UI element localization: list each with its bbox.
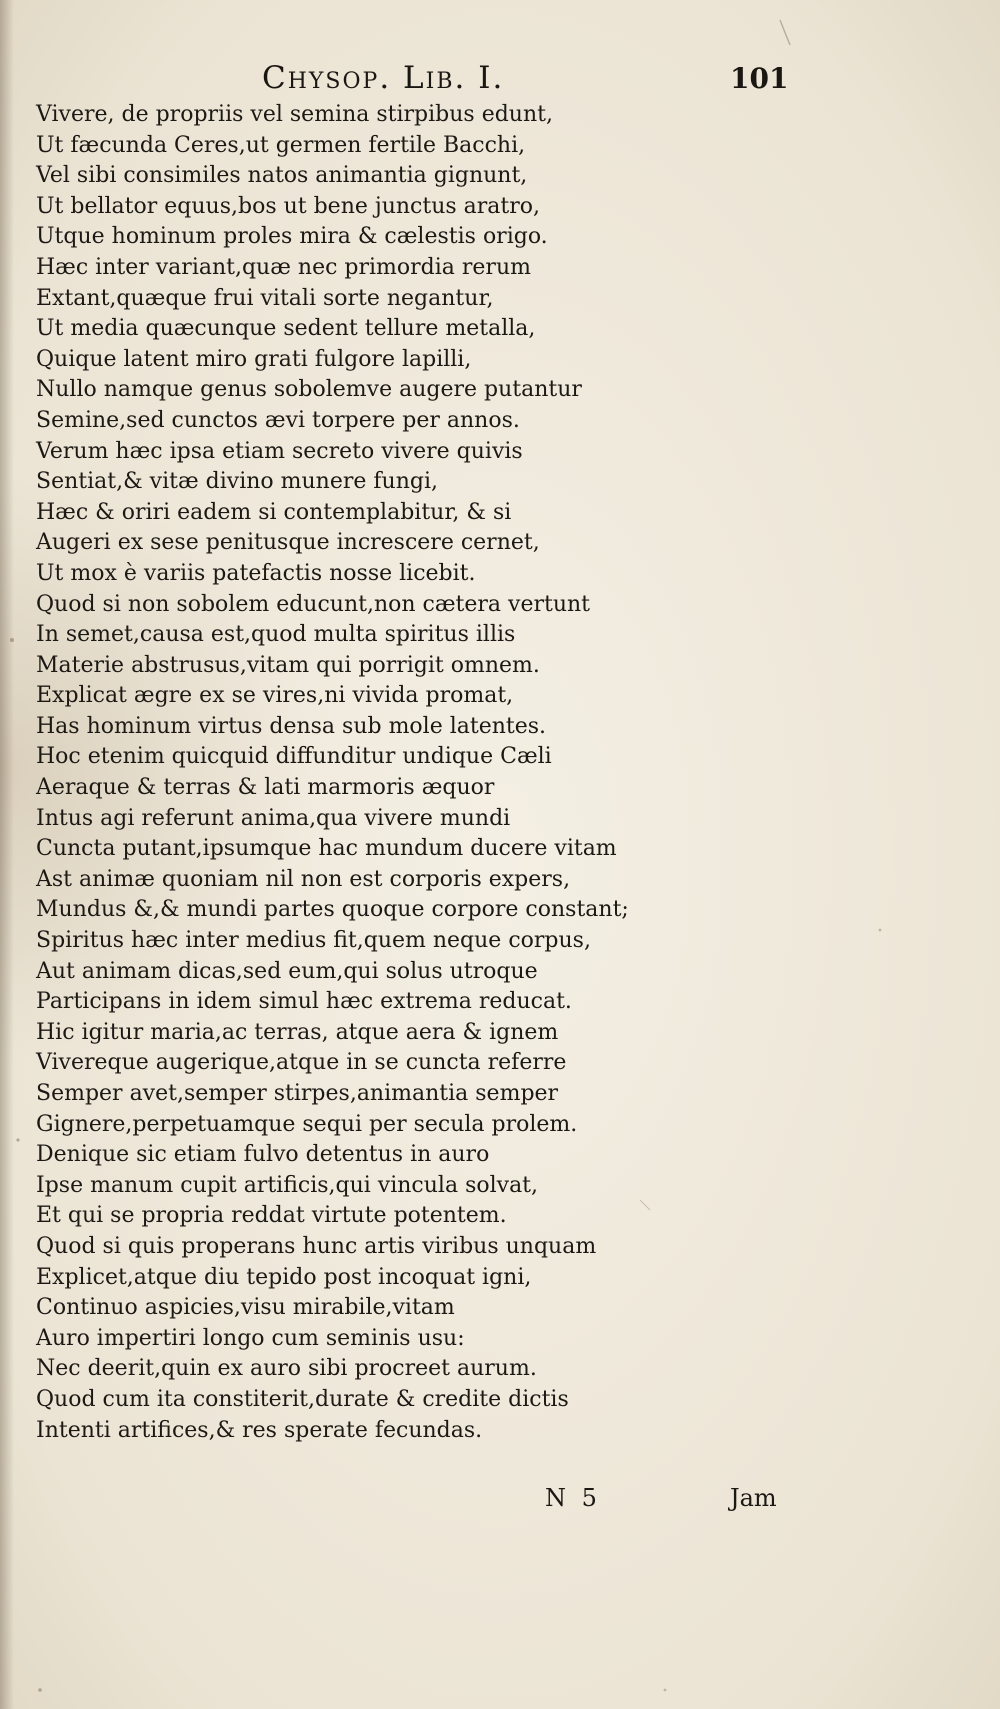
verse-line: Extant,quæque frui vitali sorte negantur,: [36, 285, 494, 311]
verse-line: Vel sibi consimiles natos animantia gignunt,: [36, 163, 528, 189]
verse-line: Intus agi referunt anima,qua vivere mundi: [36, 805, 511, 831]
verse-line: Gignere,perpetuamque sequi per secula prolem.: [36, 1111, 578, 1137]
verse-line: Nullo namque genus sobolemve augere putantur: [36, 377, 582, 403]
verse-line: Quod si non sobolem educunt,non cætera vertunt: [36, 591, 591, 617]
verse-line: Hæc & oriri eadem si contemplabitur, & si: [36, 499, 512, 525]
verse-line: Vivereque augerique,atque in se cuncta referre: [36, 1050, 567, 1076]
verse-line: In semet,causa est,quod multa spiritus illis: [36, 622, 516, 648]
verse-line: Et qui se propria reddat virtute potentem.: [36, 1203, 507, 1229]
verse-line: Materie abstrusus,vitam qui porrigit omnem.: [36, 652, 540, 678]
verse-line: Participans in idem simul hæc extrema reducat.: [36, 989, 572, 1015]
verse-line: Auro impertiri longo cum seminis usu:: [36, 1325, 465, 1351]
verse-line: Ut bellator equus,bos ut bene junctus aratro,: [36, 193, 541, 219]
verse-line: Quod cum ita constiterit,durate & credite dictis: [36, 1386, 569, 1412]
verse-line: Aut animam dicas,sed eum,qui solus utroque: [36, 958, 538, 984]
verse-line: Utque hominum proles mira & cælestis origo.: [36, 224, 548, 250]
folio-number: 101: [730, 62, 789, 95]
verse-list: [36, 100, 686, 1446]
verse-line: Aeraque & terras & lati marmoris æquor: [36, 775, 495, 801]
verse-line: Hoc etenim quicquid diffunditur undique Cæli: [36, 744, 552, 770]
verse-line: Augeri ex sese penitusque increscere cernet,: [36, 530, 540, 556]
verse-line: Ut mox è variis patefactis nosse licebit.: [36, 560, 476, 586]
verse-line: Spiritus hæc inter medius fit,quem neque corpus,: [36, 928, 591, 954]
verse-line: Hic igitur maria,ac terras, atque aera & ignem: [36, 1019, 559, 1045]
verse-line: Has hominum virtus densa sub mole latentes.: [36, 713, 547, 739]
verse-line: Continuo aspicies,visu mirabile,vitam: [36, 1295, 455, 1321]
verse-line: Explicat ægre ex se vires,ni vivida promat,: [36, 683, 514, 709]
verse-line: Ipse manum cupit artificis,qui vincula solvat,: [36, 1172, 539, 1198]
verse-line: Denique sic etiam fulvo detentus in auro: [36, 1142, 490, 1168]
verse-line: Ut media quæcunque sedent tellure metalla,: [36, 316, 536, 342]
verse-line: Quod si quis properans hunc artis viribus unquam: [36, 1233, 597, 1259]
verse-line: Semper avet,semper stirpes,animantia semper: [36, 1081, 559, 1106]
catchword: Jam: [730, 1484, 777, 1512]
verse-line: Ast animæ quoniam nil non est corporis expers,: [36, 866, 571, 892]
verse-line: Verum hæc ipsa etiam secreto vivere quivis: [36, 438, 523, 464]
verse-line: Hæc inter variant,quæ nec primordia rerum: [36, 254, 531, 280]
verse-line: Semine,sed cunctos ævi torpere per annos.: [36, 407, 520, 433]
running-title: Chysop. Lib. I.: [262, 60, 505, 96]
page-header: [0, 60, 1000, 100]
verse-line: Nec deerit,quin ex auro sibi procreet aurum.: [36, 1356, 537, 1382]
verse-line: Sentiat,& vitæ divino munere fungi,: [36, 469, 438, 495]
verse-line: Vivere, de propriis vel semina stirpibus edunt,: [36, 102, 553, 127]
verse-line: Cuncta putant,ipsumque hac mundum ducere vitam: [36, 836, 617, 862]
signature-mark: N 5: [545, 1484, 601, 1512]
verse-line: Quique latent miro grati fulgore lapilli,: [36, 346, 472, 372]
verse-line: Intenti artifices,& res sperate fecundas.: [36, 1417, 483, 1443]
verse-line: Ut fæcunda Ceres,ut germen fertile Bacchi,: [36, 132, 526, 158]
verse-line: Mundus &,& mundi partes quoque corpore constant;: [36, 897, 629, 923]
verse-line: Explicet,atque diu tepido post incoquat igni,: [36, 1264, 532, 1290]
